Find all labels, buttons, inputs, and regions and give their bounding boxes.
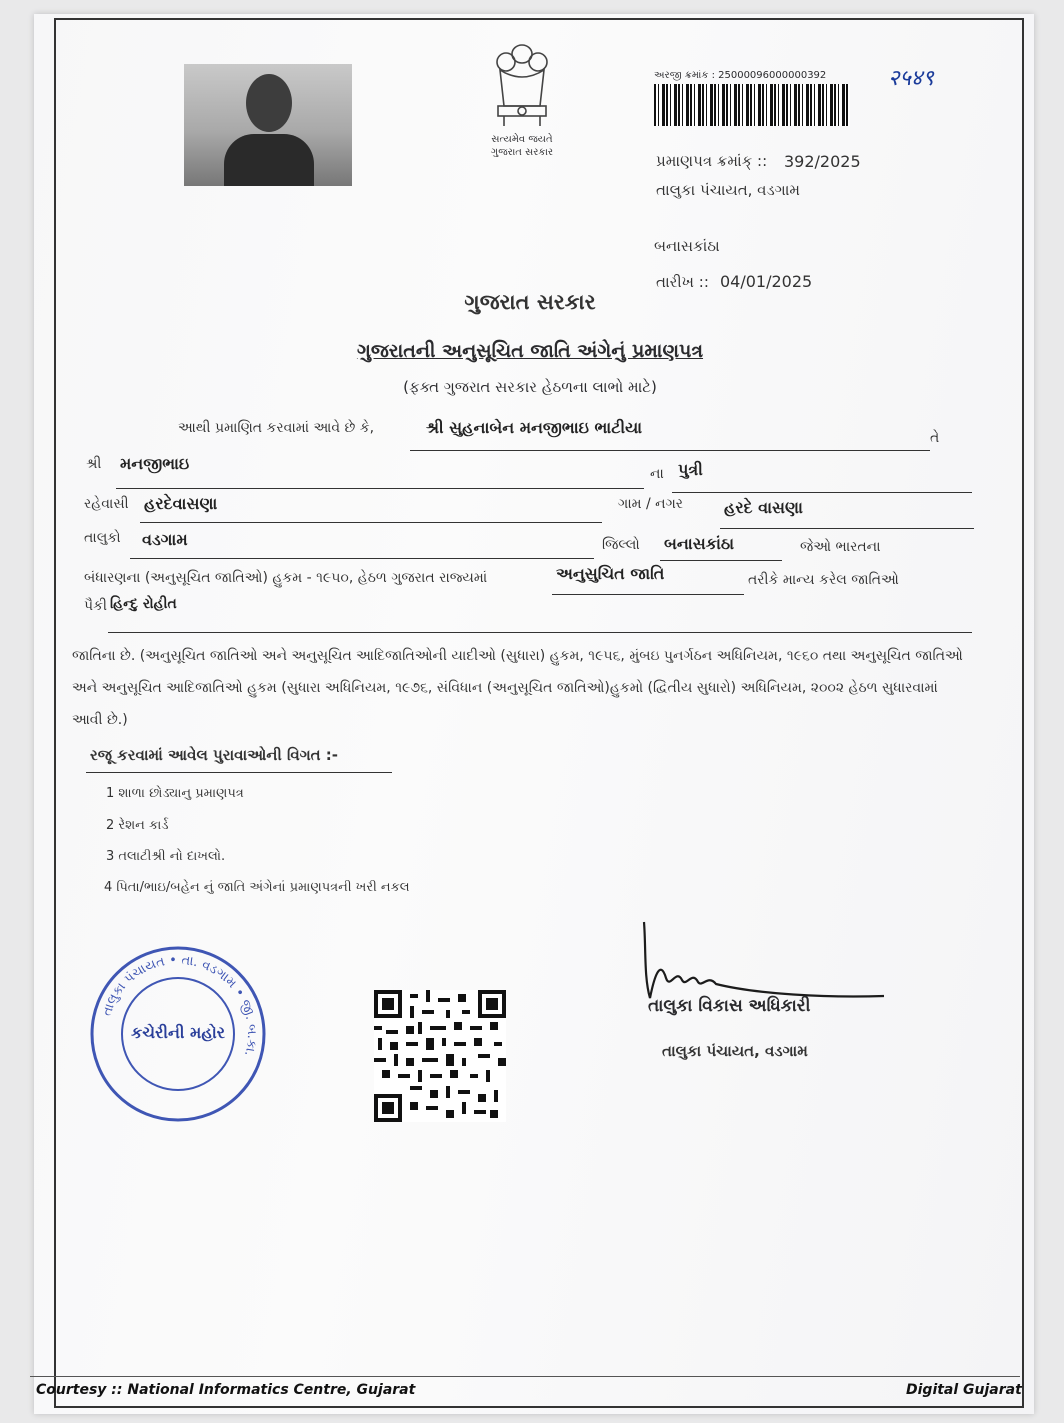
among-label: પૈકી [84, 598, 107, 614]
recognized-text: તરીકે માન્ય કરેલ જાતિઓ [748, 572, 899, 588]
district-value: બનાસકાંઠા [664, 534, 735, 553]
te-text: તે [930, 430, 940, 446]
na-text: ના [650, 466, 664, 482]
barcode [654, 84, 850, 126]
holder-name: શ્રી સુહનાબેન મનજીભાઇ ભાટીયા [426, 418, 643, 437]
legal-paragraph: જાતિના છે. (અનુસૂચિત જાતિઓ અને અનુસૂચિત આદિજાતિઓની યાદીઓ (સુધારા) હુકમ, ૧૯૫૬, મુંબઇ પુનર્ગઠન અધિનિયમ, ૧૯૬૦ તથા અનુસૂચિત જાતિઓ અને અનુસૂચિત આદિજાતિઓ હુકમ (સુધારા અધિનિયમ, ૧૯૭૬, સંવિધાન (અનુસૂચિત જાતિઓ)હુકમો (દ્વિતીય સુધારો) અધિનિયમ, ૨૦૦૨ હેઠળ સુધારવામાં આવી છે.) [72, 648, 963, 728]
document-item: 1 શાળા છોડ્યાનુ પ્રમાણપત્ર [106, 786, 244, 801]
qr-code [374, 990, 506, 1122]
emblem-caption: ગુજરાત સરકાર [490, 147, 554, 158]
seal-center-text: કચેરીની મહોર [131, 1023, 225, 1042]
document-item: 4 પિતા/ભાઇ/બહેન નું જાતિ અંગેનાં પ્રમાણપત્રની ખરી નકલ [104, 880, 410, 895]
certify-intro: આથી પ્રમાણિત કરવામાં આવે છે કે, [178, 420, 375, 436]
father-name: મનજીભાઇ [120, 454, 190, 473]
taluka-label: તાલુકો [84, 530, 121, 546]
date-label: તારીખ :: [656, 273, 709, 291]
certificate-number: 392/2025 [784, 152, 861, 171]
office-seal [88, 944, 268, 1124]
issue-date: 04/01/2025 [720, 272, 813, 291]
applicant-photo [184, 64, 352, 186]
issuing-office: તાલુકા પંચાયત, વડગામ [656, 181, 800, 199]
village-label: ગામ / નગર [618, 496, 684, 512]
caste-name: હિન્દુ રોહીત [110, 596, 177, 612]
certificate-number-label: પ્રમાણપત્ર ક્રમાંક્ :: [656, 152, 768, 170]
government-title: ગુજરાત સરકાર [464, 290, 596, 314]
officer-office: તાલુકા પંચાયત, વડગામ [662, 1042, 808, 1060]
district-name: બનાસકાંઠા [654, 237, 720, 255]
resident-label: રહેવાસી [84, 496, 129, 512]
document-item: 3 તલાટીશ્રી નો દાખલો. [106, 849, 226, 864]
emblem-motto: સત્યમેવ જયતે [491, 134, 553, 145]
documents-heading: રજૂ કરવામાં આવેલ પુરાવાઓની વિગત :- [90, 746, 339, 764]
document-item: 2 રેશન કાર્ડ [106, 818, 169, 833]
certificate-note: (ફક્ત ગુજરાત સરકાર હેઠળના લાભો માટે) [403, 378, 657, 396]
handwritten-number: २५४९ [888, 66, 934, 91]
taluka-name: વડગામ [142, 530, 188, 549]
resident-place: હરદેવાસણા [144, 494, 218, 513]
district-label: જિલ્લો [602, 537, 640, 553]
officer-designation: તાલુકા વિકાસ અધિકારી [648, 996, 811, 1016]
village-name: હરદે વાસણા [724, 498, 803, 517]
constitution-text: બંધારણના (અનુસૂચિત જાતિઓ) હુકમ - ૧૯૫૦, હેઠળ ગુજરાત રાજ્યમાં [84, 570, 488, 586]
certificate-title: ગુજરાતની અનુસૂચિત જાતિ અંગેનું પ્રમાણપત્ર [356, 340, 704, 362]
application-number: અરજી ક્રમાંક : 25000096000000392 [654, 70, 827, 81]
courtesy-text: Courtesy :: National Informatics Centre, Gujarat [36, 1382, 416, 1398]
relation: પુત્રી [678, 460, 703, 479]
seal-ring-text: તાલુકા પંચાયત • તા. વડગામ • જી. બ.કા. [99, 952, 260, 1059]
digital-gujarat-brand: Digital Gujarat [906, 1382, 1022, 1398]
jeo-bharatna: જેઓ ભારતના [800, 539, 881, 555]
category: અનુસુચિત જાતિ [556, 564, 665, 583]
shri-label: શ્રી [86, 456, 102, 472]
